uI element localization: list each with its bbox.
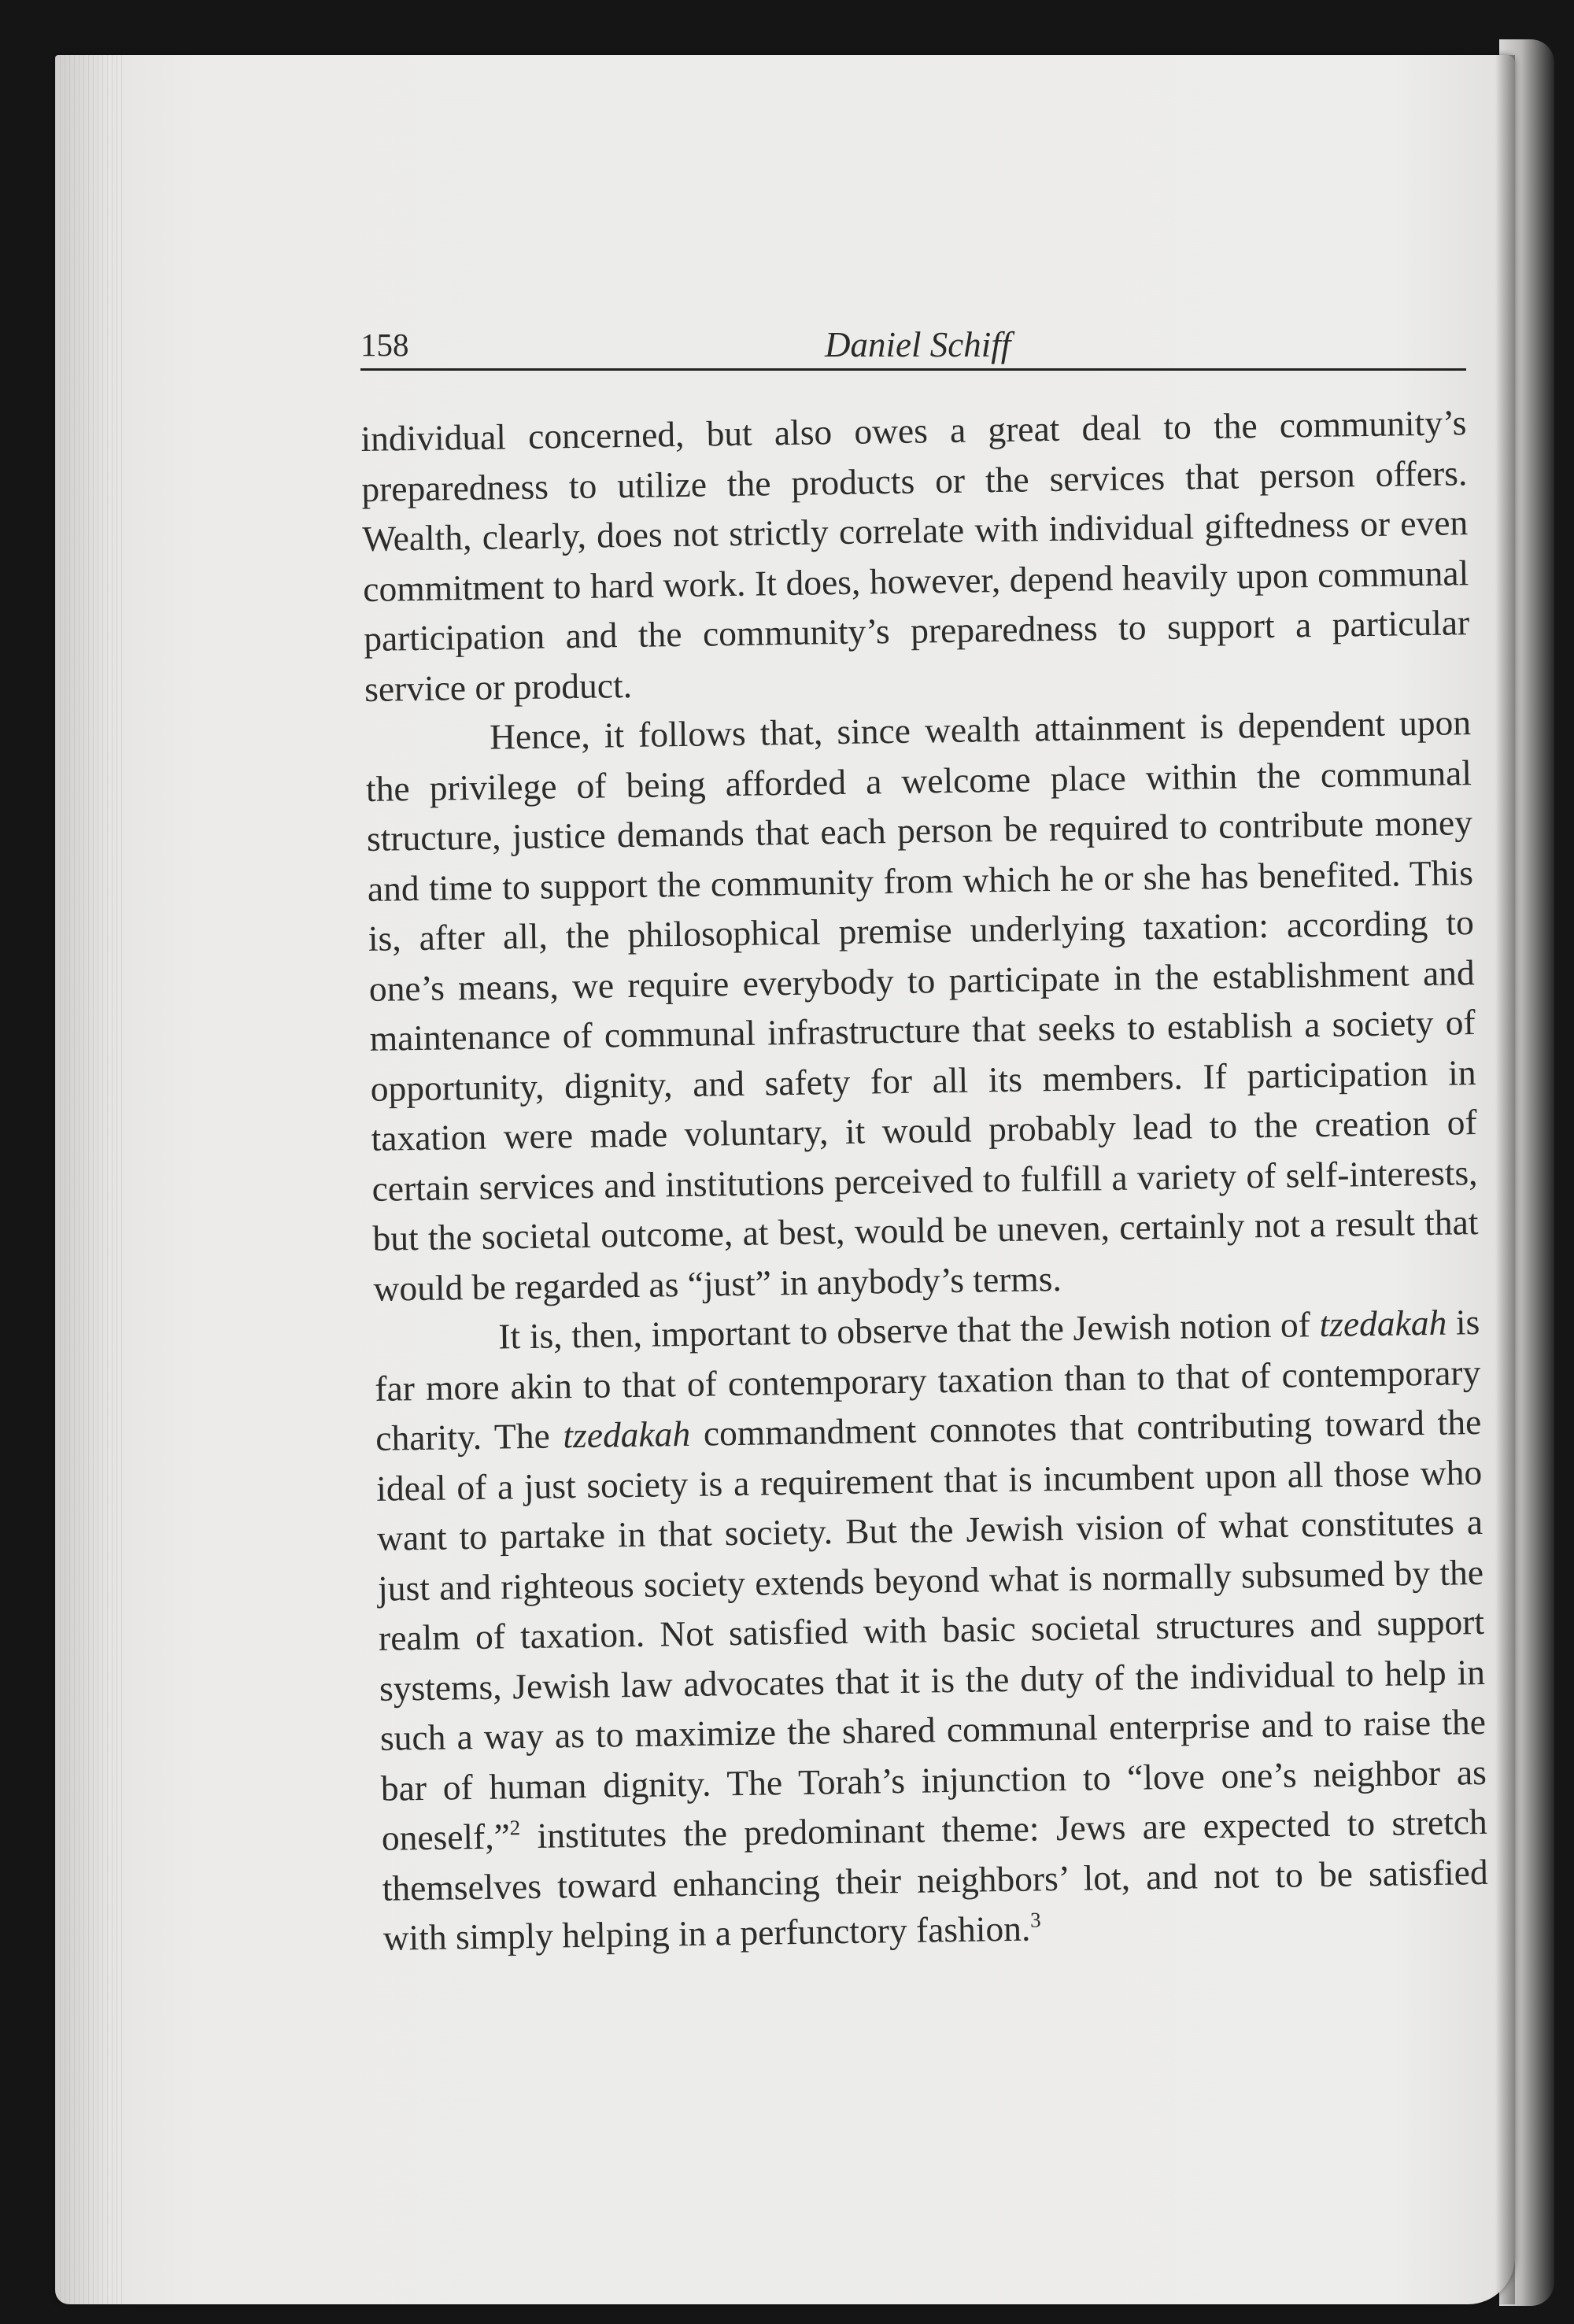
paragraph-3-text: It is, then, important to observe that the Jewish notion of <box>498 1304 1320 1357</box>
italic-term-tzedakah: tzedakah <box>563 1413 691 1456</box>
running-head-author: Daniel Schiff <box>825 325 1011 364</box>
paragraph-3-text: commandment connotes that contributing toward the ideal of a just society is a requirement that is incumbent upon all those who want to partake in that society. But the Jewish vision of what constitutes a just and righteous society extends beyond what is normally subsumed by the realm of taxation. Not satisfied with basic societal structures and support systems, Jewish law advocates that it is the duty of the individual to help in such a way as to maximize the shared communal enterprise and to raise the bar of human dignity. The Torah’s injunction to “love one’s neighbor as oneself,” <box>375 1402 1487 1858</box>
paragraph-2: Hence, it follows that, since wealth attainment is dependent upon the privilege of being afforded a welcome place within the communal structure, justice demands that each person be required to contribute money and time to support the community from which he or she has benefited. This is, after all, the philosophical premise underlying taxation: according to one’s means, we require everybody to participate in the establishment and maintenance of communal infrastructure that seeks to establish a society of opportunity, dignity, and safety for all its members. If participation in taxation were made voluntary, it would probably lead to the creation of certain services and institutions perceived to fulfill a variety of self-interests, but the societal outcome, at best, would be uneven, certainly not a result that would be regarded as “just” in anybody’s terms. <box>365 702 1479 1309</box>
page-number: 158 <box>360 327 409 363</box>
body-text <box>360 397 1489 1963</box>
italic-term-tzedakah: tzedakah <box>1319 1302 1447 1345</box>
page-header <box>360 321 1466 371</box>
page-stack-edges <box>55 55 126 2304</box>
paragraph-3 <box>374 1297 1489 1963</box>
gutter-shadow <box>1495 55 1515 2304</box>
paragraph-3-text: institutes the predominant theme: Jews are expected to stretch themselves toward enhancing their neighbors’ lot, and not to be satisfied with simply helping in a perfunctory fashion. <box>382 1801 1489 1958</box>
paragraph-1: individual concerned, but also owes a great deal to the community’s preparedness to utilize the products or the services that person offers. Wealth, clearly, does not strictly correlate with individual giftedness or even commitment to hard work. It does, however, depend heavily upon communal participation and the community’s preparedness to support a particular service or product. <box>360 402 1470 709</box>
footnote-marker-3: 3 <box>1029 1908 1041 1932</box>
footnote-marker-2: 2 <box>509 1816 521 1840</box>
paragraph-3-text: is far more akin to that of contemporary taxation than to that of contemporary charity. The <box>374 1302 1481 1458</box>
